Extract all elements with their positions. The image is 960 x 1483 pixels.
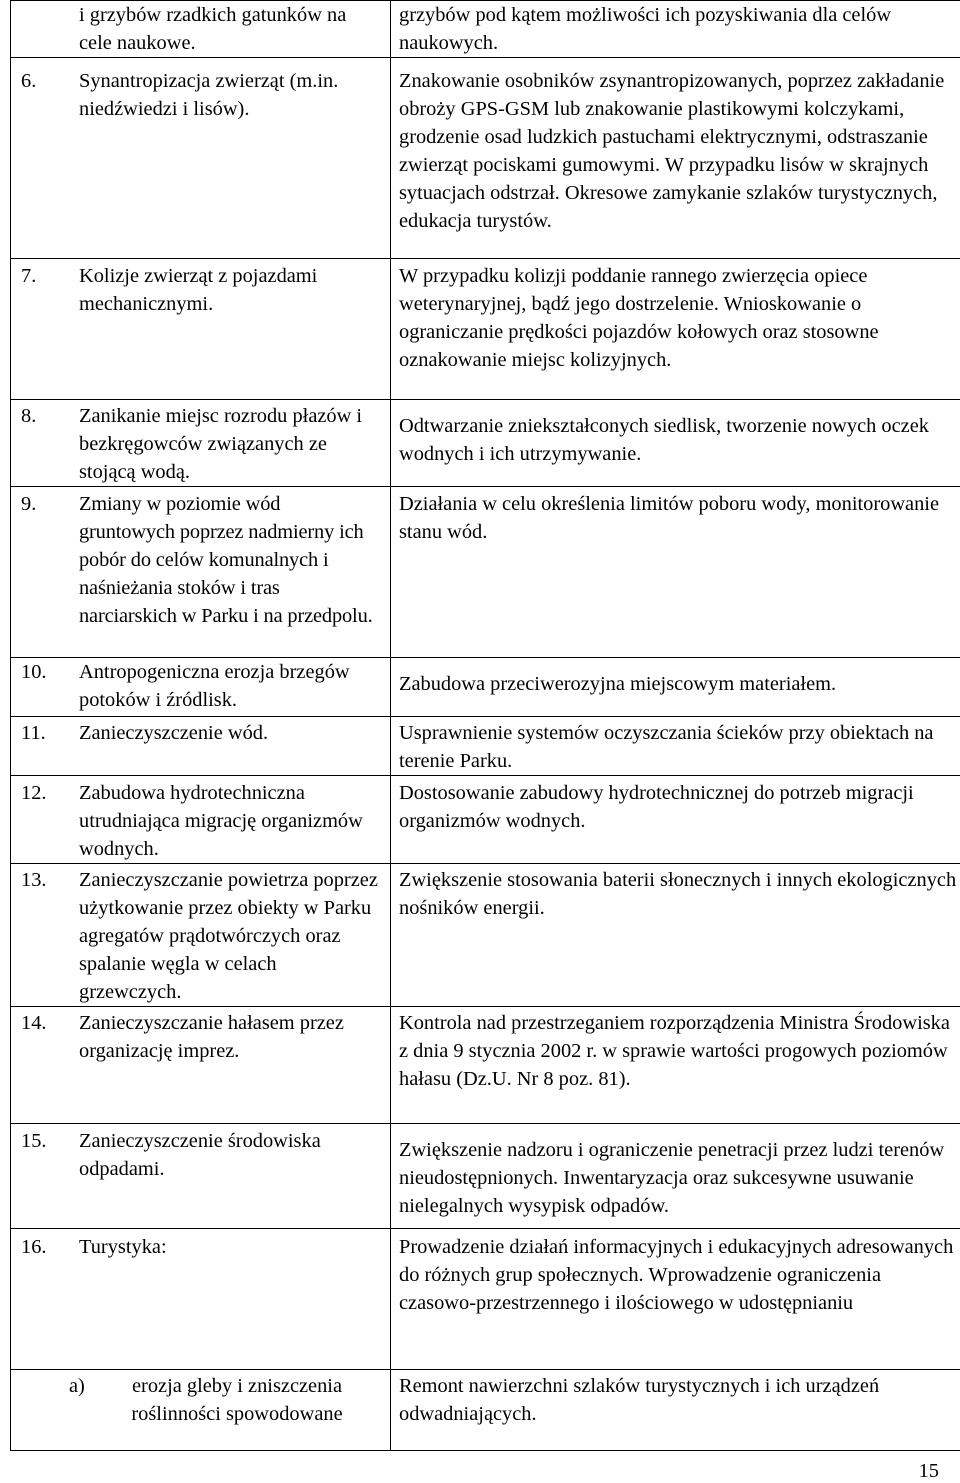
row-number: 10. [21, 661, 47, 683]
table-row [11, 487, 960, 658]
threat-text: erozja gleby i zniszczenia roślinności spowodowane [131, 1375, 343, 1425]
action-text: Zabudowa przeciwerozyjna miejscowym materiałem. [399, 673, 837, 695]
action-text: W przypadku kolizji poddanie rannego zwierzęcia opiece weterynaryjnej, bądź jego dostrzelenie. Wnioskowanie o ograniczanie prędkości pojazdów kołowych oraz stosowne oznakowanie miejsc kolizyjnych. [399, 265, 879, 371]
row-number: 13. [21, 869, 47, 891]
threat-text: Zanieczyszczenie wód. [79, 722, 269, 744]
row-number: 9. [21, 493, 37, 515]
table-row [11, 1124, 960, 1229]
table-row [11, 400, 960, 487]
threat-text: Zanieczyszczanie hałasem przez organizację imprez. [79, 1012, 344, 1062]
table-row [11, 717, 960, 776]
threat-text: Zmiany w poziomie wód gruntowych poprzez nadmierny ich pobór do celów komunalnych i naśnieżania stoków i tras narciarskich w Parku i na przedpolu. [79, 493, 373, 627]
action-text: Znakowanie osobników zsynantropizowanych, poprzez zakładanie obroży GPS-GSM lub znakowanie plastikowymi kolczykami, grodzenie osad ludzkich pastuchami elektrycznymi, odstraszanie zwierząt pociskami gumowymi. W przypadku lisów w skrajnych sytuacjach odstrzał. Okresowe zamykanie szlaków turystycznych, edukacja turystów. [399, 70, 945, 232]
threat-text: Zanieczyszczenie środowiska odpadami. [79, 1130, 321, 1180]
threat-text: Zanikanie miejsc rozrodu płazów i bezkręgowców związanych ze stojącą wodą. [79, 405, 363, 483]
action-text: grzybów pod kątem możliwości ich pozyskiwania dla celów naukowych. [399, 4, 892, 54]
row-number: 6. [21, 70, 37, 92]
action-text: Odtwarzanie zniekształconych siedlisk, tworzenie nowych oczek wodnych i ich utrzymywanie. [399, 415, 929, 465]
threat-text: Antropogeniczna erozja brzegów potoków i źródlisk. [79, 661, 350, 711]
action-text: Usprawnienie systemów oczyszczania ścieków przy obiektach na terenie Parku. [399, 722, 934, 772]
row-number: 7. [21, 265, 37, 287]
table-row [11, 259, 960, 400]
threat-text: Zanieczyszczanie powietrza poprzez użytkowanie przez obiekty w Parku agregatów prądotwórczych oraz spalanie węgla w celach grzewczych. [79, 869, 378, 1003]
action-text: Remont nawierzchni szlaków turystycznych i ich urządzeń odwadniających. [399, 1375, 880, 1425]
action-text: Dostosowanie zabudowy hydrotechnicznej do potrzeb migracji organizmów wodnych. [399, 782, 914, 832]
row-number: 11. [21, 722, 46, 744]
table-row [11, 1007, 960, 1124]
table-row [11, 1229, 960, 1370]
threat-text: Zabudowa hydrotechniczna utrudniająca migrację organizmów wodnych. [79, 782, 363, 860]
row-number: 12. [21, 782, 47, 804]
table-row [11, 864, 960, 1007]
action-text: Zwiększenie nadzoru i ograniczenie penetracji przez ludzi terenów nieudostępnionych. Inwentaryzacja oraz sukcesywne usuwanie nielegalnych wysypisk odpadów. [399, 1139, 945, 1217]
row-number: 14. [21, 1012, 47, 1034]
table-row [11, 58, 960, 259]
threat-text: Synantropizacja zwierząt (m.in. niedźwiedzi i lisów). [79, 70, 339, 120]
table-row [11, 1, 960, 58]
row-number: 8. [21, 405, 37, 427]
action-text: Zwiększenie stosowania baterii słonecznych i innych ekologicznych nośników energii. [399, 869, 957, 919]
row-number: 15. [21, 1130, 47, 1152]
sub-item-letter: a) [69, 1375, 85, 1397]
threat-text: Turystyka: [79, 1236, 167, 1258]
document-table [10, 0, 960, 1451]
table-row [11, 1370, 960, 1451]
page-number: 15 [918, 1460, 939, 1482]
row-number: 16. [21, 1236, 47, 1258]
action-text: Działania w celu określenia limitów poboru wody, monitorowanie stanu wód. [399, 493, 940, 543]
threat-text: Kolizje zwierząt z pojazdami mechanicznymi. [79, 265, 318, 315]
threat-text: i grzybów rzadkich gatunków na cele naukowe. [79, 4, 347, 54]
action-text: Kontrola nad przestrzeganiem rozporządzenia Ministra Środowiska z dnia 9 stycznia 2002 r. w sprawie wartości progowych poziomów hałasu (Dz.U. Nr 8 poz. 81). [399, 1012, 950, 1090]
action-text: Prowadzenie działań informacyjnych i edukacyjnych adresowanych do różnych grup społecznych. Wprowadzenie ograniczenia czasowo-przestrzennego i ilościowego w udostępnianiu [399, 1236, 954, 1314]
table-row [11, 776, 960, 864]
table-row [11, 658, 960, 717]
